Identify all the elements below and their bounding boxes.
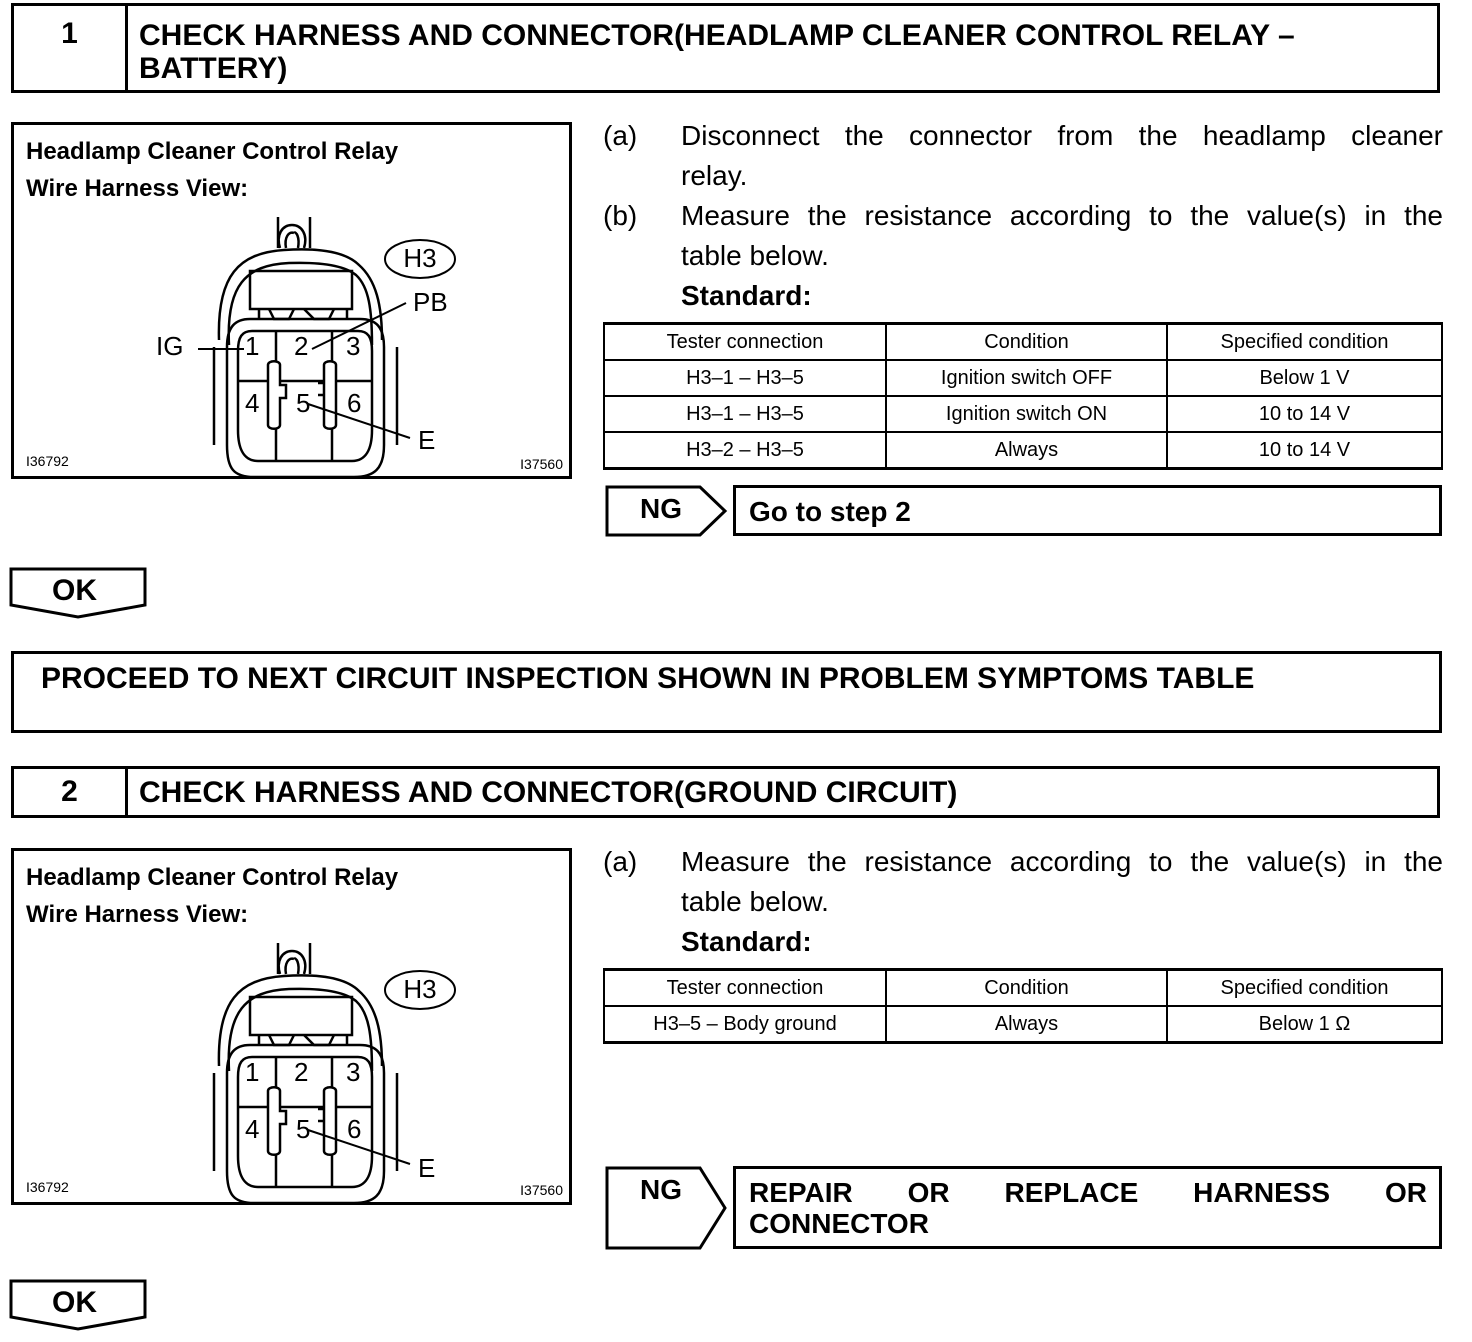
figure-title-line1: Headlamp Cleaner Control Relay [26,138,399,165]
table-header-row [604,324,1442,361]
instruction-b-cont [603,236,1443,276]
instruction-text: relay. [681,160,748,191]
pin-5: 5 [296,1114,311,1144]
instruction-text: table below. [681,240,829,271]
ng-action-line2: CONNECTOR [749,1208,929,1239]
table-cell: Always [886,1006,1167,1043]
ng-action-line1: REPAIR OR REPLACE HARNESS OR [749,1177,1427,1208]
table-header: Tester connection [604,970,886,1007]
pin-label-e: E [418,1153,436,1183]
step-1-instructions [603,116,1443,316]
pin-label-pb: PB [413,287,448,317]
pin-4: 4 [245,388,260,418]
table-row [604,1006,1442,1043]
pin-2: 2 [294,331,309,361]
instruction-a [603,116,1443,156]
figure-code-left: I36792 [26,453,69,469]
connector-id: H3 [403,243,437,273]
table-cell: H3–2 – H3–5 [604,432,886,469]
standard-table-2 [603,968,1443,1044]
instruction-text: Measure the resistance according to the value(s) in the [681,200,1443,231]
table-cell: Below 1 V [1167,360,1442,396]
instruction-text: table below. [681,886,829,917]
step-number: 2 [14,769,128,815]
standard-label: Standard: [681,926,812,957]
table-header: Tester connection [604,324,886,361]
table-cell: H3–1 – H3–5 [604,396,886,432]
figure-code-right: I37560 [520,456,563,472]
instruction-text: Disconnect the connector from the headlamp cleaner [681,120,1443,151]
pin-2: 2 [294,1057,309,1087]
table-cell: H3–1 – H3–5 [604,360,886,396]
table-row [604,432,1442,469]
table-header: Specified condition [1167,324,1442,361]
table-cell: H3–5 – Body ground [604,1006,886,1043]
pin-1: 1 [245,1057,260,1087]
connector-figure-2 [11,848,572,1205]
ok-label: OK [52,1286,97,1319]
connector-id: H3 [403,974,437,1004]
pin-5: 5 [296,388,311,418]
table-cell: 10 to 14 V [1167,432,1442,469]
pin-1: 1 [245,331,260,361]
pin-4: 4 [245,1114,260,1144]
table-row [604,396,1442,432]
pin-label-e: E [418,425,436,455]
pin-6: 6 [347,388,362,418]
table-cell: 10 to 14 V [1167,396,1442,432]
pin-3: 3 [346,331,361,361]
table-header: Specified condition [1167,970,1442,1007]
step-title: CHECK HARNESS AND CONNECTOR(HEADLAMP CLEANER CONTROL RELAY – BATTERY) [139,19,1295,85]
instruction-label: (a) [603,120,638,151]
ng-action-box [733,485,1442,536]
step-number: 1 [14,6,128,90]
ng-label: NG [640,493,682,524]
pin-label-ig: IG [156,331,184,361]
figure-title-line1: Headlamp Cleaner Control Relay [26,864,399,891]
pin-3: 3 [346,1057,361,1087]
instruction-b [603,196,1443,236]
instruction-a-cont [603,882,1443,922]
ng-action-text: Go to step 2 [749,496,911,527]
leader-lines [14,851,569,1202]
ng-action-text [749,1177,1427,1239]
step-1-header [11,3,1440,93]
connector-figure-1 [11,122,572,479]
table-header-row [604,970,1442,1007]
pin-6: 6 [347,1114,362,1144]
step-2-header [11,766,1440,818]
figure-title-line2: Wire Harness View: [26,901,249,928]
instruction-label: (a) [603,846,638,877]
table-header: Condition [886,324,1167,361]
table-cell: Below 1 Ω [1167,1006,1442,1043]
figure-code-left: I36792 [26,1179,69,1195]
proceed-text: PROCEED TO NEXT CIRCUIT INSPECTION SHOWN IN PROBLEM SYMPTOMS TABLE [41,662,1255,695]
instruction-a [603,842,1443,882]
table-cell: Always [886,432,1167,469]
instruction-label: (b) [603,200,638,231]
ok-label: OK [52,574,97,607]
step-title: CHECK HARNESS AND CONNECTOR(GROUND CIRCUIT) [139,776,958,809]
figure-title-line2: Wire Harness View: [26,175,249,202]
standard-table-1 [603,322,1443,470]
instruction-a-cont [603,156,1443,196]
table-cell: Ignition switch ON [886,396,1167,432]
instruction-text: Measure the resistance according to the value(s) in the [681,846,1443,877]
table-header: Condition [886,970,1167,1007]
ng-action-box [733,1166,1442,1249]
standard-label: Standard: [681,280,812,311]
figure-code-right: I37560 [520,1182,563,1198]
table-row [604,360,1442,396]
ng-label: NG [640,1174,682,1205]
leader-lines [14,125,569,476]
table-cell: Ignition switch OFF [886,360,1167,396]
proceed-box [11,651,1442,733]
step-2-instructions [603,842,1443,962]
